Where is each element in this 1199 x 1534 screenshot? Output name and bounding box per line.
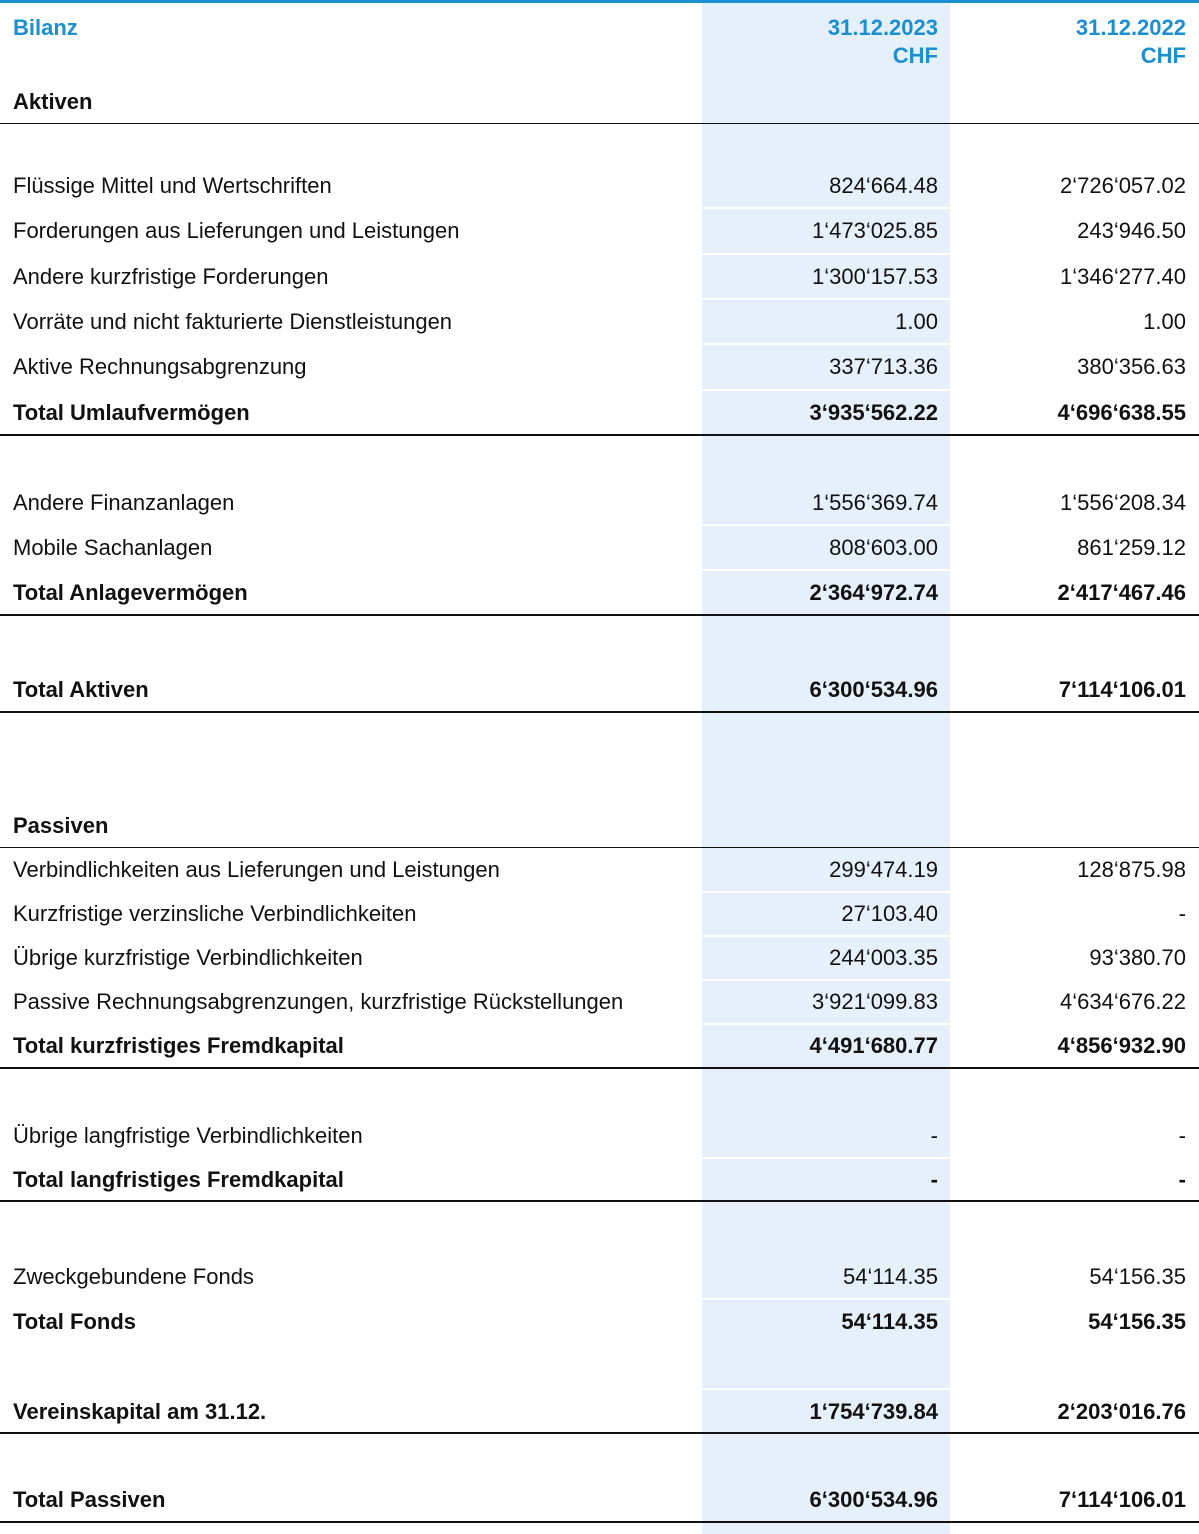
row-label: Vorräte und nicht fakturierte Dienstleistungen	[13, 309, 453, 334]
row-value-2023: 1‘754‘739.84	[809, 1399, 938, 1424]
row-label: Total Passiven	[13, 1487, 166, 1512]
row-value-2022: 7‘114‘106.01	[1058, 1487, 1186, 1512]
row-value-2023: 1.00	[895, 309, 938, 334]
row-value-2023: 3‘935‘562.22	[809, 400, 938, 425]
row-value-2022: 861‘259.12	[1077, 535, 1186, 560]
table-row	[0, 848, 1199, 892]
row-value-2023: 3‘921‘099.83	[811, 989, 938, 1014]
total-row-kurzfristiges-fremdkapital	[0, 1024, 1199, 1068]
row-value-2022: 1‘346‘277.40	[1059, 264, 1186, 289]
row-value-2022: -	[1178, 1123, 1186, 1148]
column-header-2023	[828, 14, 938, 70]
table-row	[0, 345, 1199, 389]
total-row-langfristiges-fremdkapital	[0, 1158, 1199, 1202]
table-title: Bilanz	[13, 15, 78, 40]
divider	[0, 1067, 1199, 1069]
divider	[0, 1521, 1199, 1523]
divider	[0, 711, 1199, 713]
row-value-2022: -	[1178, 1167, 1186, 1192]
row-label: Vereinskapital am 31.12.	[13, 1399, 267, 1424]
divider	[0, 434, 1199, 436]
row-value-2023: 808‘603.00	[829, 535, 938, 560]
row-value-2023: 299‘474.19	[829, 857, 938, 882]
table-row	[0, 892, 1199, 936]
total-row-passiven	[0, 1478, 1199, 1522]
column-date-2022: 31.12.2022	[1075, 15, 1186, 40]
row-label: Aktive Rechnungsabgrenzung	[13, 354, 307, 379]
row-label: Zweckgebundene Fonds	[13, 1264, 254, 1289]
row-label: Übrige langfristige Verbindlichkeiten	[13, 1123, 363, 1148]
row-value-2023: 1‘473‘025.85	[811, 218, 938, 243]
row-label: Mobile Sachanlagen	[13, 535, 213, 560]
row-value-2022: -	[1178, 901, 1186, 926]
divider	[0, 1432, 1199, 1434]
divider	[0, 123, 1199, 124]
row-value-2022: 2‘726‘057.02	[1059, 173, 1186, 198]
row-value-2023: 824‘664.48	[829, 173, 938, 198]
row-value-2022: 4‘856‘932.90	[1057, 1033, 1186, 1058]
section-heading-passiven: Passiven	[13, 813, 109, 838]
row-value-2023: 1‘556‘369.74	[811, 490, 938, 515]
table-row	[0, 255, 1199, 299]
row-value-2022: 2‘417‘467.46	[1057, 580, 1186, 605]
table-row	[0, 1114, 1199, 1158]
row-value-2023: 244‘003.35	[829, 945, 938, 970]
total-row-umlaufvermoegen	[0, 391, 1199, 435]
row-value-2022: 1‘556‘208.34	[1059, 490, 1186, 515]
row-label: Andere Finanzanlagen	[13, 490, 235, 515]
row-value-2022: 93‘380.70	[1089, 945, 1186, 970]
row-value-2022: 4‘634‘676.22	[1059, 989, 1186, 1014]
row-value-2023: -	[930, 1167, 938, 1192]
row-value-2022: 2‘203‘016.76	[1057, 1399, 1186, 1424]
row-label: Total Umlaufvermögen	[13, 400, 250, 425]
row-label: Flüssige Mittel und Wertschriften	[13, 173, 332, 198]
divider	[0, 1200, 1199, 1202]
table-row	[0, 1255, 1199, 1299]
table-row	[0, 936, 1199, 980]
row-value-2023: 2‘364‘972.74	[809, 580, 938, 605]
row-value-2022: 243‘946.50	[1077, 218, 1186, 243]
row-value-2022: 4‘696‘638.55	[1057, 400, 1186, 425]
row-label: Total Fonds	[13, 1309, 137, 1334]
section-heading-aktiven: Aktiven	[13, 89, 93, 114]
table-row	[0, 209, 1199, 253]
row-value-2022: 54‘156.35	[1089, 1264, 1186, 1289]
column-currency-2023: CHF	[892, 43, 938, 68]
row-label: Total kurzfristiges Fremdkapital	[13, 1033, 344, 1058]
row-value-2023: 337‘713.36	[829, 354, 938, 379]
column-header-2022	[1076, 14, 1186, 70]
row-value-2023: 27‘103.40	[841, 901, 938, 926]
row-label: Total langfristiges Fremdkapital	[13, 1167, 344, 1192]
column-currency-2022: CHF	[1140, 43, 1186, 68]
row-label: Kurzfristige verzinsliche Verbindlichkeiten	[13, 901, 417, 926]
row-value-2022: 54‘156.35	[1088, 1309, 1186, 1334]
row-value-2023: 4‘491‘680.77	[809, 1033, 938, 1058]
total-row-aktiven	[0, 668, 1199, 712]
table-row	[0, 164, 1199, 208]
table-row	[0, 481, 1199, 525]
top-accent-rule	[0, 0, 1199, 3]
row-label: Übrige kurzfristige Verbindlichkeiten	[13, 945, 363, 970]
table-row	[0, 526, 1199, 570]
table-row	[0, 980, 1199, 1024]
row-value-2022: 7‘114‘106.01	[1058, 677, 1186, 702]
row-value-2023: 54‘114.35	[841, 1309, 938, 1334]
row-value-2023: -	[930, 1123, 938, 1148]
row-label: Total Anlagevermögen	[13, 580, 248, 605]
column-date-2023: 31.12.2023	[827, 15, 938, 40]
row-label: Verbindlichkeiten aus Lieferungen und Leistungen	[13, 857, 500, 882]
row-label: Passive Rechnungsabgrenzungen, kurzfristige Rückstellungen	[13, 989, 624, 1014]
row-value-2022: 128‘875.98	[1077, 857, 1186, 882]
row-value-2023: 6‘300‘534.96	[809, 1487, 938, 1512]
total-row-vereinskapital	[0, 1390, 1199, 1434]
row-value-2022: 380‘356.63	[1077, 354, 1186, 379]
divider	[0, 614, 1199, 616]
row-label: Andere kurzfristige Forderungen	[13, 264, 329, 289]
row-value-2023: 6‘300‘534.96	[809, 677, 938, 702]
row-value-2022: 1.00	[1143, 309, 1186, 334]
row-value-2023: 1‘300‘157.53	[811, 264, 938, 289]
table-row	[0, 300, 1199, 344]
total-row-fonds	[0, 1300, 1199, 1344]
row-value-2023: 54‘114.35	[842, 1264, 938, 1289]
row-label: Total Aktiven	[13, 677, 149, 702]
row-label: Forderungen aus Lieferungen und Leistungen	[13, 218, 460, 243]
total-row-anlagevermoegen	[0, 571, 1199, 615]
